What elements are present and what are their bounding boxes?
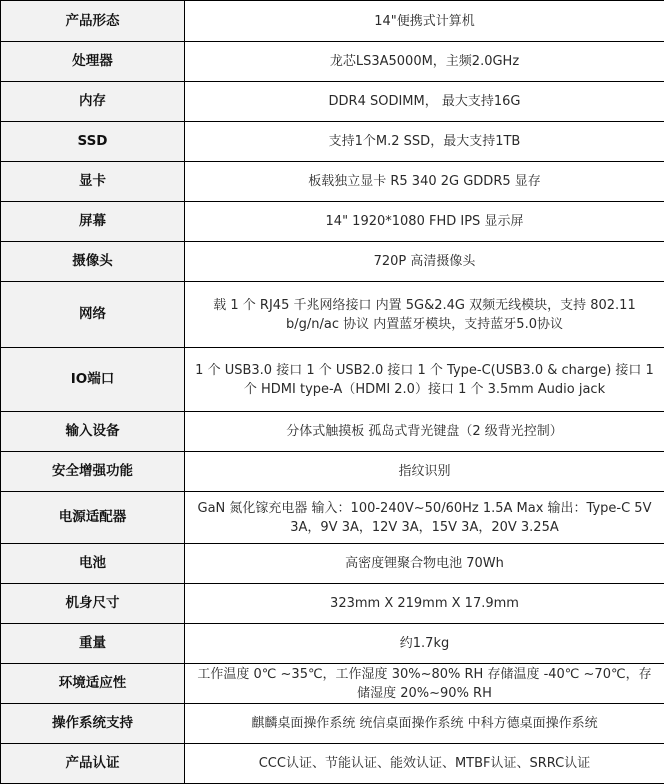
- table-row: [1, 584, 664, 624]
- row-label: 机身尺寸: [1, 584, 185, 624]
- row-label: 电源适配器: [1, 492, 185, 544]
- table-row: [1, 1, 664, 42]
- table-row: [1, 242, 664, 282]
- row-value: 720P 高清摄像头: [185, 242, 664, 282]
- row-label: IO端口: [1, 348, 185, 412]
- table-row: [1, 82, 664, 122]
- row-label: 环境适应性: [1, 664, 185, 704]
- row-value: 14"便携式计算机: [185, 1, 664, 42]
- row-value: 14" 1920*1080 FHD IPS 显示屏: [185, 202, 664, 242]
- row-label: 内存: [1, 82, 185, 122]
- table-row: [1, 412, 664, 452]
- table-row: [1, 492, 664, 544]
- row-label: 网络: [1, 282, 185, 348]
- row-label: 摄像头: [1, 242, 185, 282]
- table-row: [1, 744, 664, 784]
- row-value: 约1.7kg: [185, 624, 664, 664]
- table-row: [1, 42, 664, 82]
- row-label: 产品认证: [1, 744, 185, 784]
- row-value: 载 1 个 RJ45 千兆网络接口 内置 5G&2.4G 双频无线模块，支持 802.11 b/g/n/ac 协议 内置蓝牙模块，支持蓝牙5.0协议: [185, 282, 664, 348]
- row-value: 板载独立显卡 R5 340 2G GDDR5 显存: [185, 162, 664, 202]
- table-row: [1, 282, 664, 348]
- row-value: 分体式触摸板 孤岛式背光键盘（2 级背光控制）: [185, 412, 664, 452]
- row-label: 电池: [1, 544, 185, 584]
- table-row: [1, 202, 664, 242]
- table-row: [1, 544, 664, 584]
- row-value: 323mm X 219mm X 17.9mm: [185, 584, 664, 624]
- row-label: 屏幕: [1, 202, 185, 242]
- row-value: 麒麟桌面操作系统 统信桌面操作系统 中科方德桌面操作系统: [185, 704, 664, 744]
- table-row: [1, 122, 664, 162]
- table-row: [1, 348, 664, 412]
- table-row: [1, 624, 664, 664]
- table-row: [1, 664, 664, 704]
- row-value: 龙芯LS3A5000M，主频2.0GHz: [185, 42, 664, 82]
- row-label: 输入设备: [1, 412, 185, 452]
- row-value: DDR4 SODIMM， 最大支持16G: [185, 82, 664, 122]
- row-label: 显卡: [1, 162, 185, 202]
- row-label: 操作系统支持: [1, 704, 185, 744]
- row-value: 支持1个M.2 SSD，最大支持1TB: [185, 122, 664, 162]
- row-value: 工作温度 0℃ ~35℃，工作湿度 30%~80% RH 存储温度 -40℃ ~70℃，存储湿度 20%~90% RH: [185, 664, 664, 704]
- table-row: [1, 704, 664, 744]
- row-value: 1 个 USB3.0 接口 1 个 USB2.0 接口 1 个 Type-C(USB3.0 & charge) 接口 1 个 HDMI type-A（HDMI 2.0）接口 1 个 3.5mm Audio jack: [185, 348, 664, 412]
- row-value: 高密度锂聚合物电池 70Wh: [185, 544, 664, 584]
- row-label: 产品形态: [1, 1, 185, 42]
- table-row: [1, 452, 664, 492]
- row-value: CCC认证、节能认证、能效认证、MTBF认证、SRRC认证: [185, 744, 664, 784]
- row-label: 安全增强功能: [1, 452, 185, 492]
- row-label: 处理器: [1, 42, 185, 82]
- row-value: 指纹识别: [185, 452, 664, 492]
- row-label: 重量: [1, 624, 185, 664]
- row-value: GaN 氮化镓充电器 输入：100-240V~50/60Hz 1.5A Max 输出：Type-C 5V 3A，9V 3A，12V 3A，15V 3A，20V 3.25A: [185, 492, 664, 544]
- spec-table-body: [1, 1, 664, 784]
- table-row: [1, 162, 664, 202]
- row-label: SSD: [1, 122, 185, 162]
